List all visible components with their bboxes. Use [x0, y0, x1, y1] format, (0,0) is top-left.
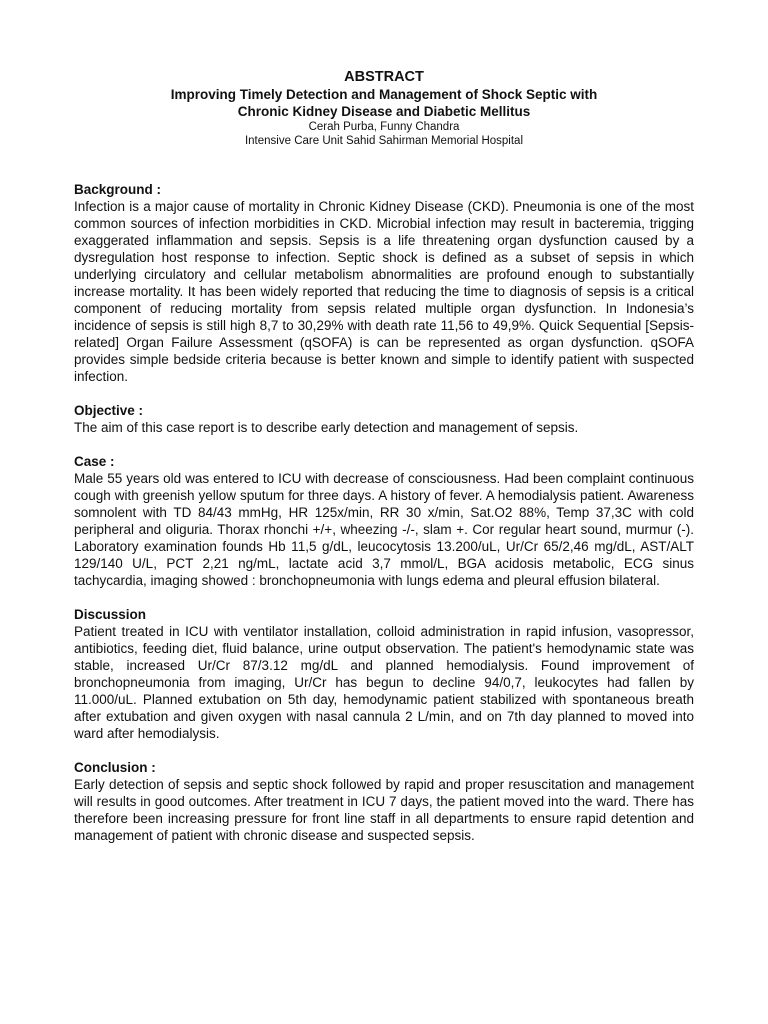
- paper-affiliation: Intensive Care Unit Sahid Sahirman Memorial Hospital: [244, 135, 524, 147]
- section-case: [74, 453, 694, 589]
- section-body: Male 55 years old was entered to ICU with decrease of consciousness. Had been complaint continuous cough with greenish yellow sputum for three days. A history of fever. A hemodialysis patient. Awareness somnolent with TD 84/43 mmHg, HR 125x/min, RR 30 x/min, Sat.O2 88%, Temp 37,3C with cold peripheral and oliguria. Thorax rhonchi +/+, wheezing -/-, slam +. Cor regular heart sound, murmur (-). Laboratory examination founds Hb 11,5 g/dL, leucocytosis 13.200/uL, Ur/Cr 65/2,46 mg/dL, AST/ALT 129/140 U/L, PCT 2,21 ng/mL, lactate acid 3,7 mmol/L, BGA acidosis metabolic, ECG sinus tachycardia, imaging showed : bronchopneumonia with lungs edema and pleural effusion bilateral.: [74, 471, 694, 588]
- section-heading: Background :: [74, 182, 162, 197]
- section-heading: Discussion: [74, 607, 147, 622]
- section-background: [74, 181, 694, 385]
- section-body: The aim of this case report is to describe early detection and management of sepsis.: [74, 420, 579, 435]
- abstract-header: [74, 68, 694, 148]
- section-conclusion: [74, 759, 694, 844]
- paper-title: Improving Timely Detection and Management of Shock Septic with Chronic Kidney Disease and Diabetic Mellitus: [170, 87, 598, 119]
- section-heading: Conclusion :: [74, 760, 156, 775]
- section-body: Patient treated in ICU with ventilator installation, colloid administration in rapid infusion, vasopressor, antibiotics, feeding diet, fluid balance, urine output observation. The patient's hemodynamic state was stable, increased Ur/Cr 87/3.12 mg/dL and planned hemodialysis. Found improvement of bronchopneumonia from imaging, Ur/Cr has begun to decline 94/0,7, leukocytes had fallen by 11.000/uL. Planned extubation on 5th day, hemodynamic patient stabilized with spontaneous breath after extubation and given oxygen with nasal cannula 2 L/min, and on 7th day planned to moved into ward after hemodialysis.: [74, 624, 694, 741]
- abstract-label: ABSTRACT: [344, 69, 424, 85]
- section-objective: [74, 402, 694, 436]
- section-heading: Case :: [74, 454, 115, 469]
- section-body: Infection is a major cause of mortality in Chronic Kidney Disease (CKD). Pneumonia is one of the most common sources of infection morbidities in CKD. Microbial infection may result in bacteremia, trigging exaggerated inflammation and sepsis. Sepsis is a life threatening organ dysfunction caused by a dysregulation host response to infection. Septic shock is defined as a subset of sepsis in which underlying circulatory and cellular metabolism abnormalities are profound enough to substantially increase mortality. It has been widely reported that reducing the time to diagnosis of sepsis is a critical component of reducing mortality from sepsis related multiple organ dysfunction. In Indonesia’s incidence of sepsis is still high 8,7 to 30,29% with death rate 11,56 to 49,9%. Quick Sequential [Sepsis-related] Organ Failure Assessment (qSOFA) is can be represented as organ dysfunction. qSOFA provides simple bedside criteria because is better known and simple to identify patient with suspected infection.: [74, 199, 694, 384]
- document-page: [74, 68, 694, 844]
- section-heading: Objective :: [74, 403, 144, 418]
- section-body: Early detection of sepsis and septic shock followed by rapid and proper resuscitation and management will results in good outcomes. After treatment in ICU 7 days, the patient moved into the ward. There has therefore been increasing pressure for front line staff in all departments to ensure rapid detention and management of patient with chronic disease and suspected sepsis.: [74, 777, 694, 843]
- paper-authors: Cerah Purba, Funny Chandra: [308, 121, 460, 133]
- section-discussion: [74, 606, 694, 742]
